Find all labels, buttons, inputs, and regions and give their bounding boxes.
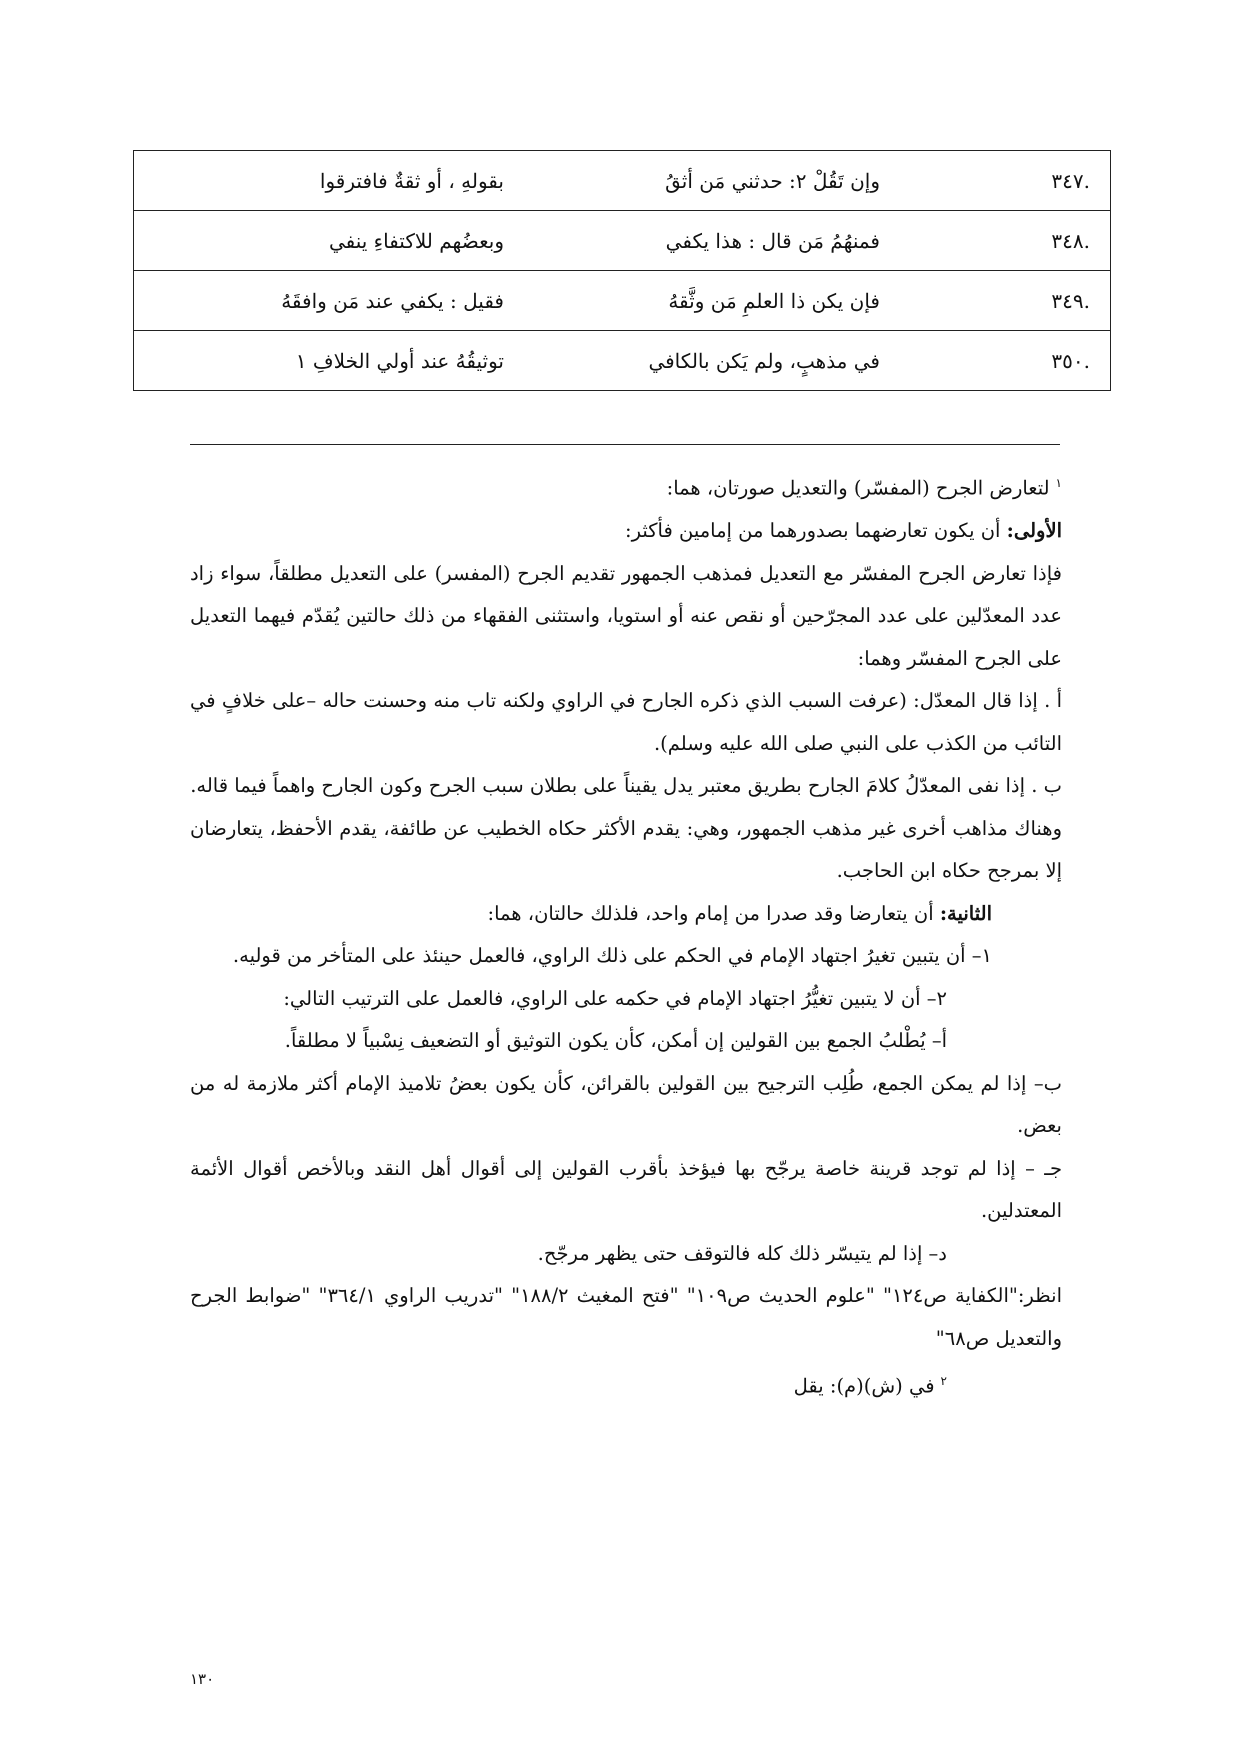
verse-second-hemistich: فقيل : يكفي عند مَن وافقَهُ (134, 271, 535, 331)
verse-table (133, 150, 1111, 391)
list-item: أ– يُطْلبُ الجمع بين القولين إن أمكن، كأن يكون التوثيق أو التضعيف نِسْبياً لا مطلقاً. (284, 1029, 947, 1052)
page-number: ١٣٠ (190, 1670, 215, 1688)
verse-number: .٣٤٩ (940, 271, 1111, 331)
paragraph: أ . إذا قال المعدّل: (عرفت السبب الذي ذكره الجارح في الراوي ولكنه تاب منه وحسنت حاله –على خلافٍ في التائب من الكذب على النبي صلى الله عليه وسلم). (190, 689, 1062, 755)
list-item: ٢– أن لا يتبين تغيُّرُ اجتهاد الإمام في حكمه على الراوي، فالعمل على الترتيب التالي: (283, 986, 947, 1010)
verse-number: .٣٤٨ (940, 211, 1111, 271)
footnote-marker: ١ (1055, 476, 1062, 490)
paragraph: ب . إذا نفى المعدّلُ كلامَ الجارح بطريق معتبر يدل يقيناً على بطلان سبب الجرح وكون الجارح واهماً فيما قاله. (190, 774, 1062, 797)
verse-first-hemistich: فمنهُمُ مَن قال : هذا يكفي (534, 211, 940, 271)
verse-second-hemistich: توثيقُهُ عند أولي الخلافِ ١ (134, 331, 535, 391)
paragraph: فإذا تعارض الجرح المفسّر مع التعديل فمذهب الجمهور تقديم الجرح (المفسر) على التعديل مطلقاً، سواء زاد عدد المعدّلين على عدد المجرّحين أو نقص عنه أو استويا، واستثنى الفقهاء من ذلك حالتين يُقدّم فيهما التعديل على الجرح المفسّر وهما: (190, 561, 1062, 670)
table-row (134, 271, 1111, 331)
list-item: د– إذا لم يتيسّر ذلك كله فالتوقف حتى يظهر مرجّح. (537, 1241, 947, 1265)
footnote-2 (190, 1360, 1062, 1408)
verse-first-hemistich: في مذهبٍ، ولم يَكن بالكافي (534, 331, 940, 391)
verse-first-hemistich: وإن تَقُلْ ٢: حدثني مَن أثقُ (534, 151, 940, 211)
footnote-text: في (ش)(م): يقل (793, 1374, 935, 1398)
list-item: ب– إذا لم يمكن الجمع، طُلِب الترجيح بين القولين بالقرائن، كأن يكون بعضُ تلاميذ الإمام أكثر ملازمة له من بعض. (190, 1071, 1062, 1137)
list-item: جـ – إذا لم توجد قرينة خاصة يرجّح بها فيؤخذ بأقرب القولين إلى أقوال أهل النقد وبالأخص أقوال الأئمة المعتدلين. (190, 1156, 1062, 1222)
first-case-text: أن يكون تعارضهما بصدورهما من إمامين فأكثر: (625, 519, 1007, 542)
list-item: ١– أن يتبين تغيرُ اجتهاد الإمام في الحكم على ذلك الراوي، فالعمل حينئذ على المتأخر من قوليه. (232, 944, 992, 967)
second-case-label: الثانية: (939, 901, 992, 925)
footnotes (190, 462, 1062, 1408)
references: انظر:"الكفاية ص١٢٤" "علوم الحديث ص١٠٩" "فتح المغيث ١٨٨/٢" "تدريب الراوي ٣٦٤/١" "ضوابط الجرح والتعديل ص٦٨" (190, 1284, 1062, 1350)
second-case (190, 893, 1062, 936)
footnote-text: لتعارض الجرح (المفسّر) والتعديل صورتان، هما: (666, 476, 1050, 500)
verse-second-hemistich: بقولهِ ، أو ثقةٌ فافترقوا (134, 151, 535, 211)
paragraph: وهناك مذاهب أخرى غير مذهب الجمهور، وهي: يقدم الأكثر حكاه الخطيب عن طائفة، يقدم الأحفظ، يتعارضان إلا بمرجح حكاه ابن الحاجب. (190, 816, 1062, 882)
first-case-label: الأولى: (1006, 519, 1062, 542)
verse-first-hemistich: فإن يكن ذا العلمِ مَن وثَّقهُ (534, 271, 940, 331)
verse-second-hemistich: وبعضُهم للاكتفاءِ ينفي (134, 211, 535, 271)
first-case (190, 510, 1062, 553)
table-row (134, 151, 1111, 211)
second-case-text: أن يتعارضا وقد صدرا من إمام واحد، فلذلك حالتان، هما: (487, 901, 940, 925)
footnote-1-intro (190, 462, 1062, 510)
footnote-marker: ٢ (940, 1374, 947, 1388)
table-row (134, 331, 1111, 391)
footnote-separator (190, 444, 1060, 445)
table-row (134, 211, 1111, 271)
verse-number: .٣٥٠ (940, 331, 1111, 391)
verse-number: .٣٤٧ (940, 151, 1111, 211)
